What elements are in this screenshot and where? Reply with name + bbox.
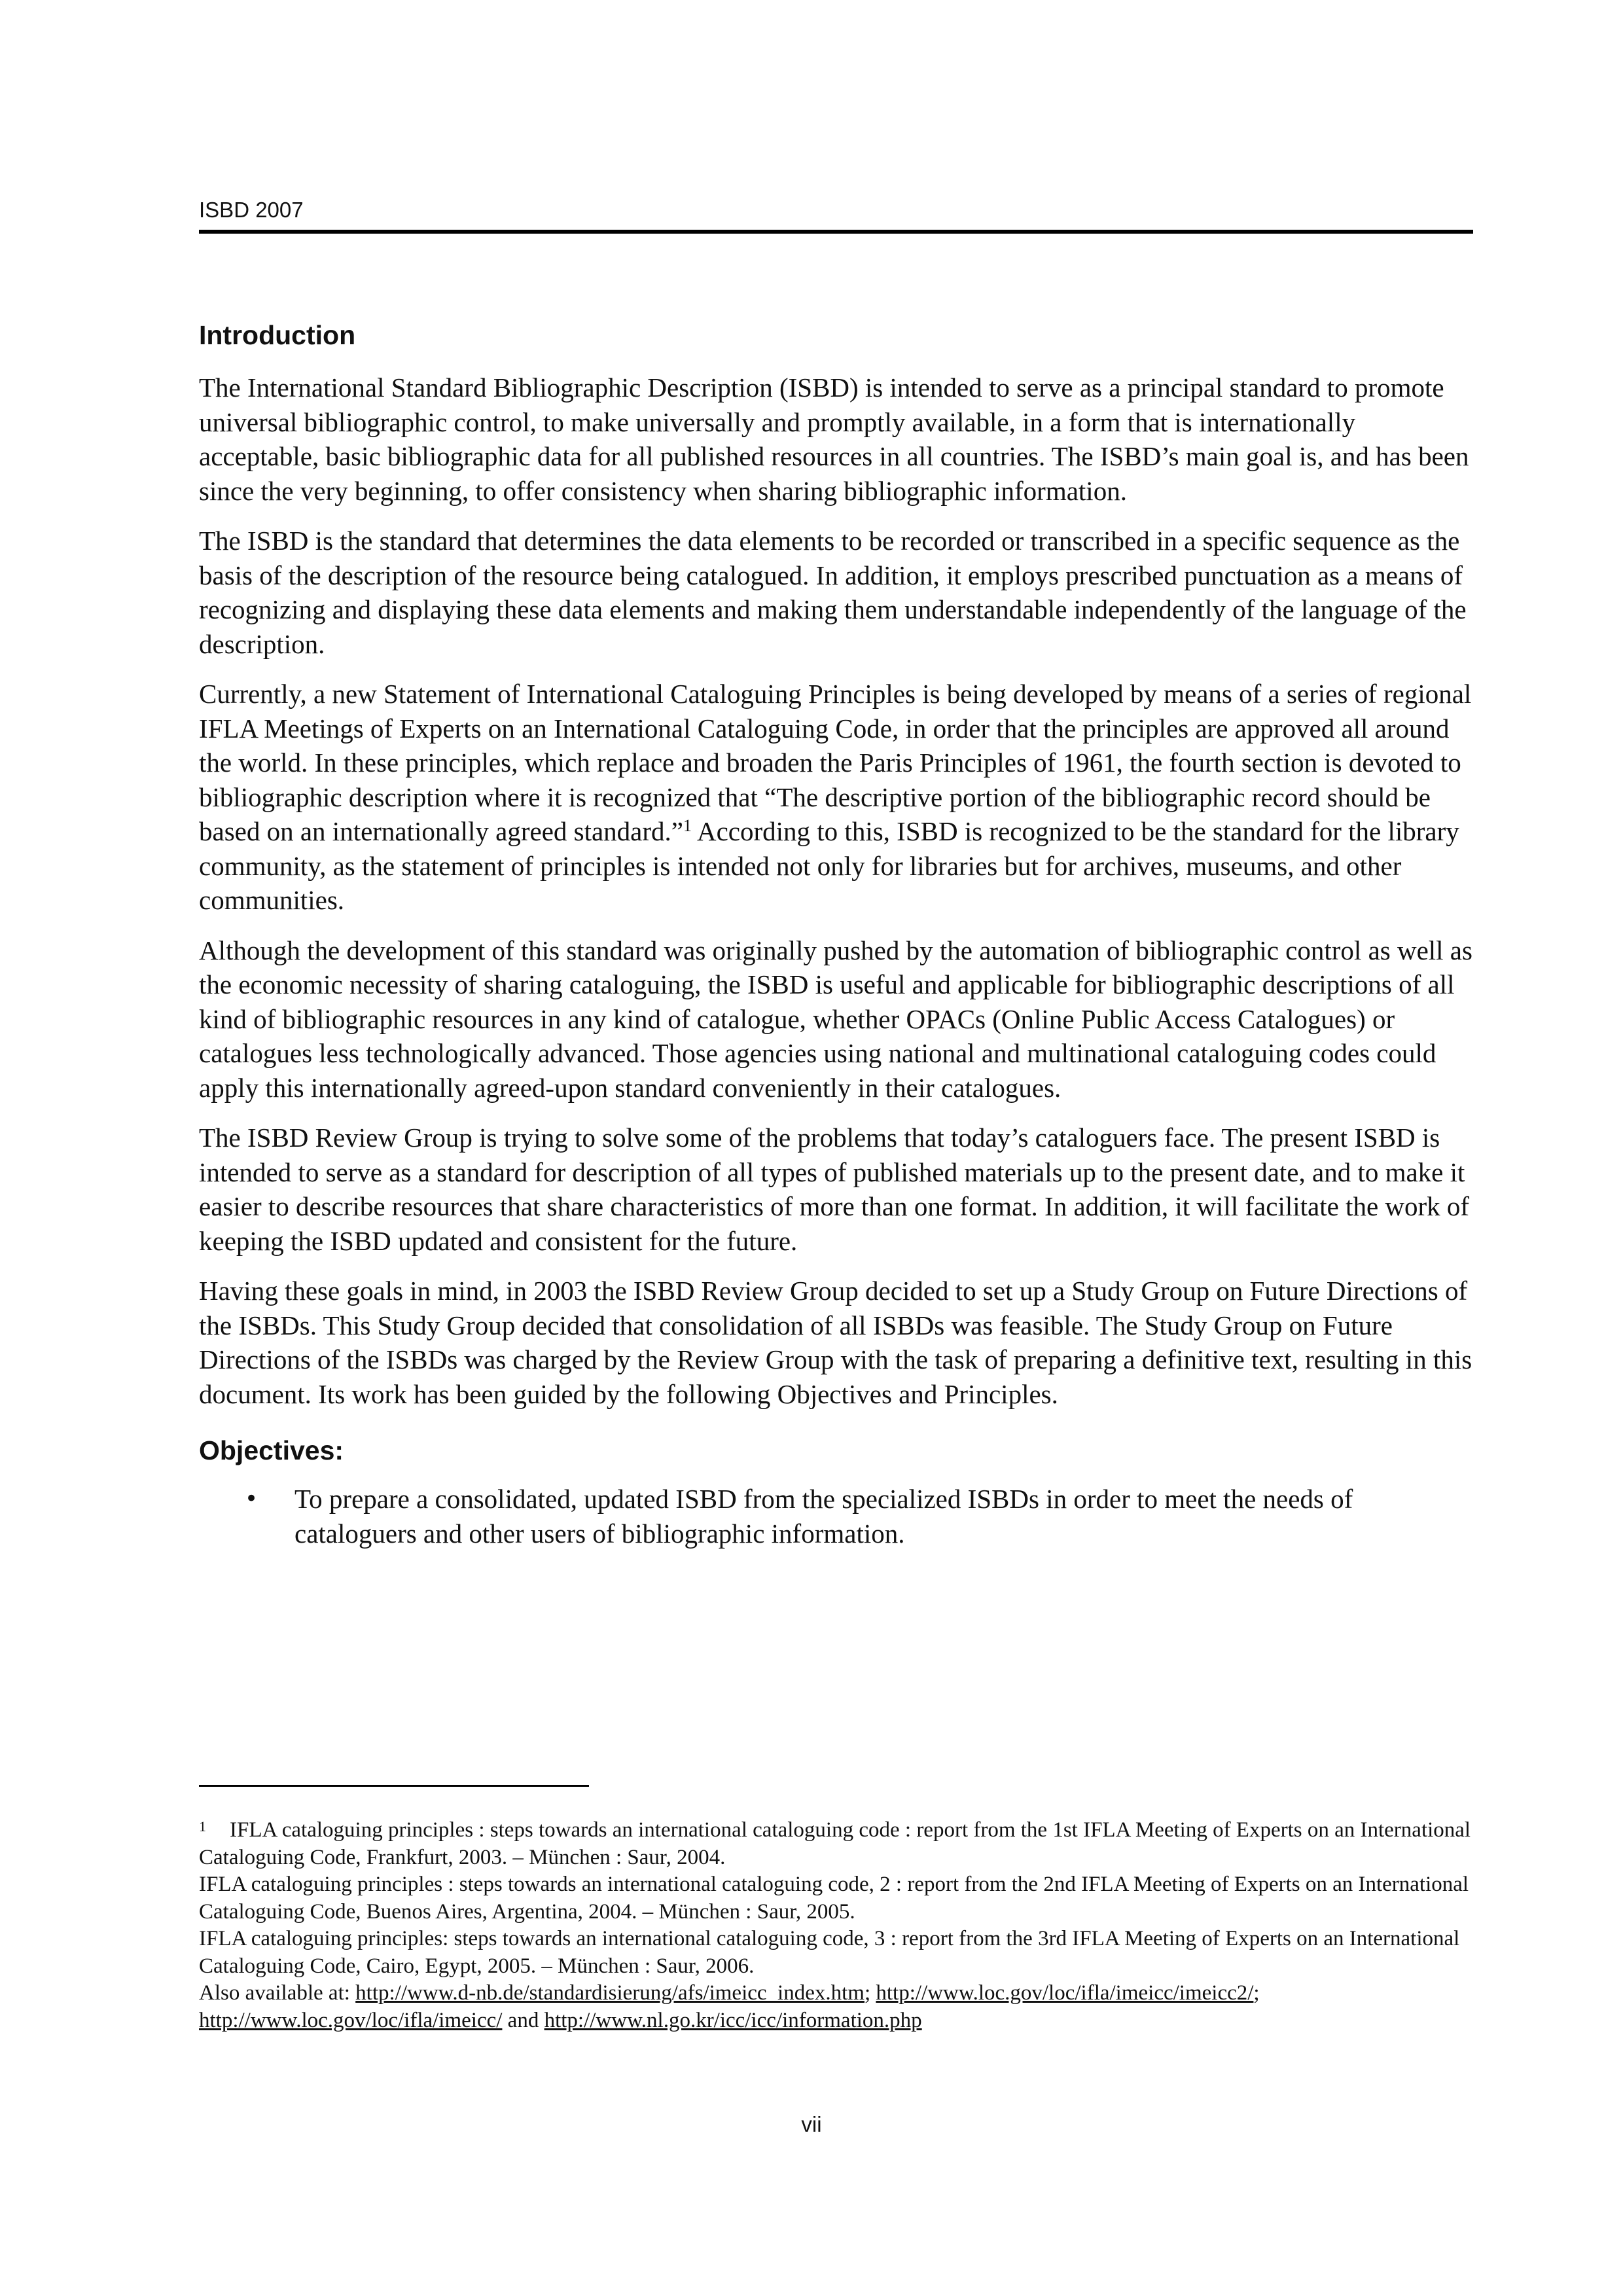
section-heading-introduction: Introduction <box>199 320 356 350</box>
paragraph-text: Currently, a new Statement of International Cataloguing Principles is being developed by means of a series of regional IFLA Meetings of Experts on an International Cataloguing Code, in order that the principles are approved all around the world. In these principles, which replace and broaden the Paris Principles of 1961, the fourth section is devoted to bibliographic description where it is recognized that “The descriptive portion of the bibliographic record should be based on an internationally agreed standard.” <box>199 679 1472 846</box>
availability-label: Also available at: <box>199 1981 356 2005</box>
footnote-reference[interactable]: 1 <box>683 816 692 835</box>
separator: and <box>502 2008 544 2032</box>
footnote-mark: 1 <box>199 1818 206 1835</box>
footnote-availability <box>199 1980 1473 2034</box>
paragraph: The International Standard Bibliographic Description (ISBD) is intended to serve as a principal standard to promote universal bibliographic control, to make universally and promptly available, in a form that is internationally acceptable, basic bibliographic data for all published resources in all countries. The ISBD’s main goal is, and has been since the very beginning, to offer consistency when sharing bibliographic information. <box>199 372 1469 506</box>
paragraph: Having these goals in mind, in 2003 the ISBD Review Group decided to set up a Study Group on Future Directions of the ISBDs. This Study Group decided that consolidation of all ISBDs was feasible. The Study Group on Future Directions of the ISBDs was charged by the Review Group with the task of preparing a definitive text, resulting in this document. Its work has been guided by the following Objectives and Principles. <box>199 1276 1472 1409</box>
footnote-link[interactable]: http://www.d-nb.de/standardisierung/afs/imeicc_index.htm <box>355 1981 865 2005</box>
main-content <box>199 319 1473 1551</box>
running-head: ISBD 2007 <box>199 198 304 222</box>
paragraph <box>199 677 1473 918</box>
separator: ; <box>1253 1981 1260 2005</box>
footnote-citation <box>199 1817 1473 1871</box>
citation-text: IFLA cataloguing principles : steps towards an international cataloguing code : report from the 1st IFLA Meeting of Experts on an International Cataloguing Code, Frankfurt, 2003. – München : Saur, 2004. <box>199 1818 1471 1869</box>
section-heading-objectives: Objectives: <box>199 1435 344 1465</box>
footnote-separator <box>199 1785 589 1787</box>
page-number: vii <box>801 2112 822 2136</box>
bullet-icon: • <box>245 1486 259 1512</box>
header-rule <box>199 230 1473 234</box>
list-item <box>199 1482 1473 1551</box>
list-item-text: To prepare a consolidated, updated ISBD from the specialized ISBDs in order to meet the needs of cataloguers and other users of bibliographic information. <box>294 1484 1353 1549</box>
footnote-link[interactable]: http://www.loc.gov/loc/ifla/imeicc/imeicc2/ <box>876 1981 1254 2005</box>
paragraph: The ISBD Review Group is trying to solve some of the problems that today’s cataloguers face. The present ISBD is intended to serve as a standard for description of all types of published materials up to the present date, and to make it easier to describe resources that share characteristics of more than one format. In addition, it will facilitate the work of keeping the ISBD updated and consistent for the future. <box>199 1122 1470 1256</box>
objectives-list <box>199 1482 1473 1551</box>
paragraph: The ISBD is the standard that determines the data elements to be recorded or transcribed in a specific sequence as the basis of the description of the resource being catalogued. In addition, it employs prescribed punctuation as a means of recognizing and displaying these data elements and making them understandable independently of the language of the description. <box>199 526 1467 659</box>
separator: ; <box>864 1981 876 2005</box>
footnote-link[interactable]: http://www.loc.gov/loc/ifla/imeicc/ <box>199 2008 503 2032</box>
footnote-link[interactable]: http://www.nl.go.kr/icc/icc/information.php <box>544 2008 922 2032</box>
footnote-citation: IFLA cataloguing principles : steps towards an international cataloguing code, 2 : report from the 2nd IFLA Meeting of Experts on an International Cataloguing Code, Buenos Aires, Argentina, 2004. – München : Saur, 2005. <box>199 1873 1469 1924</box>
footnote <box>199 1817 1473 2034</box>
footnote-citation: IFLA cataloguing principles: steps towards an international cataloguing code, 3 : report from the 3rd IFLA Meeting of Experts on an International Cataloguing Code, Cairo, Egypt, 2005. – München : Saur, 2006. <box>199 1927 1460 1978</box>
paragraph: Although the development of this standard was originally pushed by the automation of bibliographic control as well as the economic necessity of sharing cataloguing, the ISBD is useful and applicable for bibliographic descriptions of all kind of bibliographic resources in any kind of catalogue, whether OPACs (Online Public Access Catalogues) or catalogues less technologically advanced. Those agencies using national and multinational cataloguing codes could apply this internationally agreed-upon standard conveniently in their catalogues. <box>199 935 1472 1103</box>
paragraph-text: According to this, ISBD is recognized to be the standard for the library community, as the statement of principles is intended not only for libraries but for archives, museums, and other communities. <box>199 816 1459 915</box>
